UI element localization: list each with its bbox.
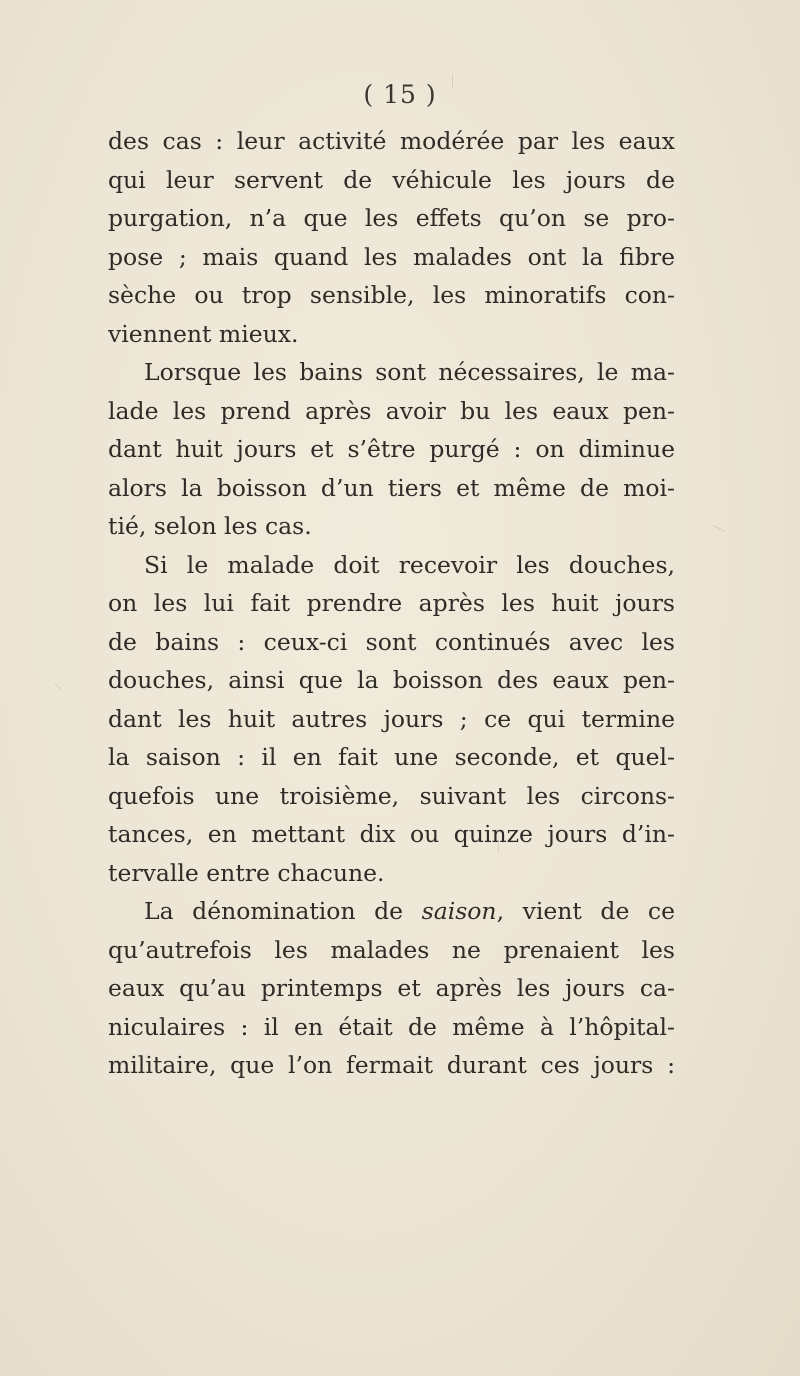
text-line: quefois une troisième, suivant les circons- xyxy=(108,781,675,810)
text-line: sèche ou trop sensible, les minoratifs con- xyxy=(108,281,675,309)
text-line-saison xyxy=(108,892,675,931)
text-line: purgation, n’a que les effets qu’on se pro- xyxy=(108,204,675,232)
paper-mark xyxy=(712,525,725,532)
text-line: douches, ainsi que la boisson des eaux pen- xyxy=(108,666,675,694)
text-line: Si le malade doit recevoir les douches, xyxy=(144,550,675,579)
text-line: pose ; mais quand les malades ont la fibre xyxy=(108,242,675,271)
text-line: militaire, que l’on fermait durant ces jours : xyxy=(108,1051,675,1079)
text-line: Lorsque les bains sont nécessaires, le ma- xyxy=(144,358,675,386)
paper-mark xyxy=(55,683,61,689)
text-line: dant les huit autres jours ; ce qui termine xyxy=(108,704,675,733)
text-line: tié, selon les cas. xyxy=(108,512,312,540)
text-line: on les lui fait prendre après les huit jours xyxy=(108,589,675,617)
text-line: des cas : leur activité modérée par les eaux xyxy=(108,127,675,155)
emphasized-word: saison xyxy=(421,897,497,925)
text-line: de bains : ceux-ci sont continués avec les xyxy=(108,627,675,656)
text-line: viennent mieux. xyxy=(108,319,299,348)
text-line: qu’autrefois les malades ne prenaient les xyxy=(108,935,675,964)
text-segment: La dénomination de xyxy=(144,897,422,925)
text-line: qui leur servent de véhicule les jours de xyxy=(108,165,675,194)
text-line: tances, en mettant dix ou quinze jours d’in- xyxy=(108,820,675,848)
text-line: alors la boisson d’un tiers et même de moi- xyxy=(108,473,675,502)
text-line: niculaires : il en était de même à l’hôpital- xyxy=(108,1012,675,1041)
text-line: tervalle entre chacune. xyxy=(108,858,385,887)
text-line: eaux qu’au printemps et après les jours ca- xyxy=(108,974,675,1002)
body-text xyxy=(108,122,675,1085)
text-line: la saison : il en fait une seconde, et quel- xyxy=(108,743,675,771)
page-number: ( 15 ) xyxy=(363,80,437,109)
text-line: dant huit jours et s’être purgé : on diminue xyxy=(108,435,675,463)
text-line: lade les prend après avoir bu les eaux pen- xyxy=(108,396,675,425)
text-segment: , vient de ce xyxy=(496,897,675,925)
